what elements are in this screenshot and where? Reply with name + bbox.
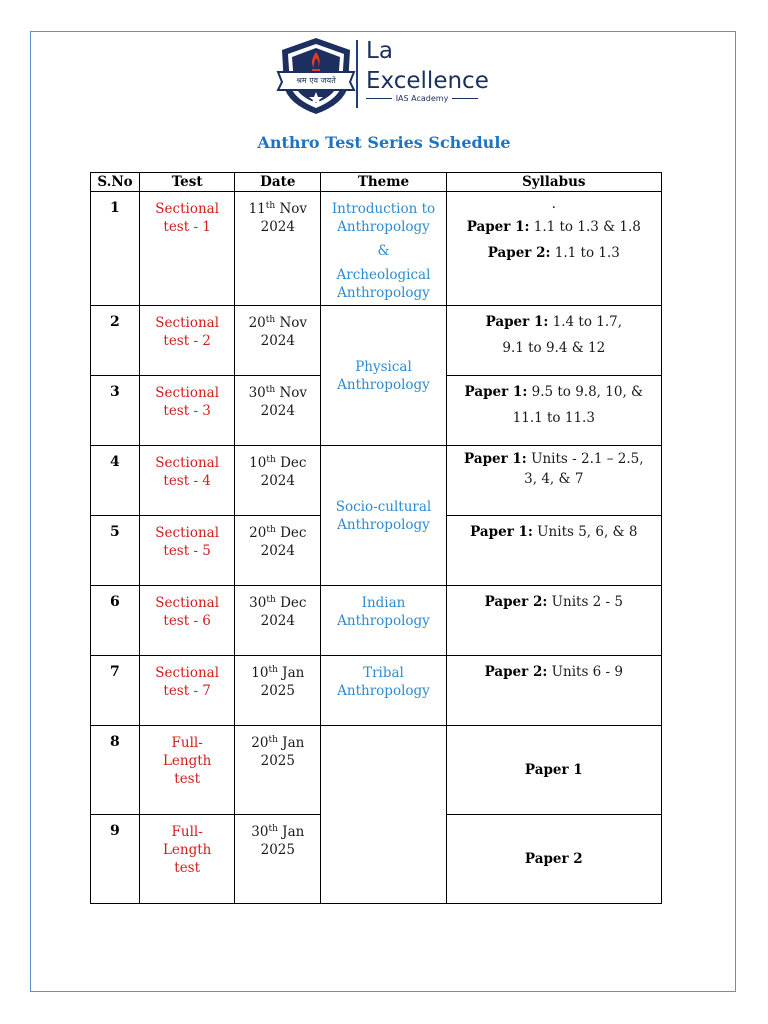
date-month: Dec xyxy=(280,595,307,611)
date-month: Dec xyxy=(280,455,307,471)
theme-cell xyxy=(321,656,446,726)
date-year: 2024 xyxy=(260,543,295,559)
date-cell xyxy=(235,586,321,656)
syllabus-cell xyxy=(446,586,661,656)
date-day: 20 xyxy=(251,735,269,751)
sno-cell: 9 xyxy=(91,815,140,904)
syllabus-line xyxy=(447,589,661,615)
theme-line: Tribal xyxy=(363,665,404,681)
theme-line: Anthropology xyxy=(337,285,430,301)
logo-brand-line2: Excellence xyxy=(366,68,489,94)
table-header-row xyxy=(91,173,662,192)
test-name-line: Sectional xyxy=(155,665,220,681)
theme-line: Archeological xyxy=(336,267,431,283)
syllabus-line xyxy=(447,379,661,405)
sno-cell: 2 xyxy=(91,306,140,376)
table-row xyxy=(91,192,662,306)
theme-line: Introduction to xyxy=(331,201,436,217)
date-suffix: th xyxy=(265,385,276,395)
syllabus-line xyxy=(447,309,661,335)
date-year: 2025 xyxy=(260,753,295,769)
header-theme: Theme xyxy=(321,173,446,192)
syllabus-cell xyxy=(446,376,661,446)
syllabus-units: 9.5 to 9.8, 10, & xyxy=(527,384,644,400)
date-month: Nov xyxy=(279,315,308,331)
header-sno: S.No xyxy=(91,173,140,192)
date-suffix: th xyxy=(265,201,276,211)
date-suffix: th xyxy=(266,455,276,465)
sno-cell: 6 xyxy=(91,586,140,656)
date-year: 2024 xyxy=(260,333,295,349)
test-cell xyxy=(140,376,235,446)
date-cell xyxy=(235,306,321,376)
test-name-line: test - 1 xyxy=(163,219,211,235)
date-year: 2024 xyxy=(260,473,295,489)
test-cell xyxy=(140,192,235,306)
test-name-line: Sectional xyxy=(155,385,220,401)
date-day: 20 xyxy=(249,525,267,541)
test-name-line: Sectional xyxy=(155,455,220,471)
test-cell xyxy=(140,586,235,656)
paper-label: Paper 1: xyxy=(470,524,533,540)
test-name-line: test - 3 xyxy=(163,403,211,419)
paper-label: Paper 1: xyxy=(466,219,530,235)
syllabus-line xyxy=(447,659,661,685)
test-name-line: test - 5 xyxy=(163,543,211,559)
date-suffix: th xyxy=(266,595,276,605)
date-day: 30 xyxy=(248,385,266,401)
test-cell xyxy=(140,516,235,586)
date-day: 10 xyxy=(249,455,267,471)
test-cell xyxy=(140,815,235,904)
theme-line: Anthropology xyxy=(337,516,430,533)
date-month: Jan xyxy=(282,735,305,751)
sno-cell: 4 xyxy=(91,446,140,516)
theme-cell-empty xyxy=(321,726,446,904)
test-name-line: Length xyxy=(162,753,212,769)
sno-cell: 8 xyxy=(91,726,140,815)
date-suffix: th xyxy=(265,315,276,325)
syllabus-line: . xyxy=(551,196,556,212)
syllabus-line xyxy=(447,519,661,545)
date-cell xyxy=(235,726,321,815)
table-row xyxy=(91,586,662,656)
paper-label: Paper 2: xyxy=(484,594,548,610)
theme-line: & xyxy=(377,243,390,259)
syllabus-cell xyxy=(446,192,661,306)
date-day: 20 xyxy=(248,315,266,331)
date-cell xyxy=(235,516,321,586)
theme-line: Anthropology xyxy=(337,376,430,393)
test-cell xyxy=(140,656,235,726)
syllabus-units: 1.4 to 1.7, xyxy=(548,314,623,330)
syllabus-line: 3, 4, & 7 xyxy=(524,471,584,487)
sno-cell: 1 xyxy=(91,192,140,306)
date-month: Nov xyxy=(279,385,308,401)
syllabus-line xyxy=(447,240,661,266)
document-title: Anthro Test Series Schedule xyxy=(257,133,511,152)
logo-tagline-row xyxy=(366,94,478,103)
test-name-line: test xyxy=(174,771,201,787)
logo-brand-line1: La xyxy=(366,38,393,64)
syllabus-cell xyxy=(446,446,661,516)
syllabus-cell xyxy=(446,516,661,586)
paper-label: Paper 1: xyxy=(464,384,528,400)
date-cell xyxy=(235,376,321,446)
test-name-line: test - 7 xyxy=(163,683,211,699)
syllabus-units: Units - 2.1 – 2.5, xyxy=(526,451,644,467)
test-name-line: Sectional xyxy=(155,525,220,541)
logo-tagline: IAS Academy xyxy=(395,94,449,103)
date-month: Dec xyxy=(280,525,307,541)
syllabus-cell xyxy=(446,656,661,726)
test-cell xyxy=(140,726,235,815)
date-cell xyxy=(235,446,321,516)
theme-line: Socio-cultural xyxy=(335,498,432,515)
syllabus-units: Units 5, 6, & 8 xyxy=(532,524,638,540)
date-year: 2024 xyxy=(260,219,295,235)
paper-label: Paper 2 xyxy=(524,851,583,867)
date-cell xyxy=(235,656,321,726)
paper-label: Paper 2: xyxy=(487,245,551,261)
theme-cell xyxy=(321,306,446,446)
schedule-table xyxy=(90,172,662,904)
test-name-line: test xyxy=(174,860,201,876)
table-row xyxy=(91,656,662,726)
test-cell xyxy=(140,446,235,516)
date-month: Jan xyxy=(282,665,305,681)
header-syllabus: Syllabus xyxy=(446,173,661,192)
syllabus-line xyxy=(447,449,661,469)
theme-cell xyxy=(321,446,446,586)
sno-cell: 7 xyxy=(91,656,140,726)
date-day: 10 xyxy=(251,665,269,681)
date-cell xyxy=(235,815,321,904)
syllabus-units: 1.1 to 1.3 xyxy=(550,245,620,261)
date-day: 11 xyxy=(248,201,266,217)
syllabus-units: Units 2 - 5 xyxy=(547,594,623,610)
paper-label: Paper 1: xyxy=(485,314,549,330)
sno-cell: 3 xyxy=(91,376,140,446)
date-year: 2025 xyxy=(260,683,295,699)
test-name-line: Full- xyxy=(171,824,203,840)
theme-line: Anthropology xyxy=(337,219,430,235)
syllabus-line: 9.1 to 9.4 & 12 xyxy=(502,340,606,356)
date-month: Nov xyxy=(279,201,308,217)
tagline-rule xyxy=(452,98,478,99)
syllabus-cell xyxy=(446,726,661,815)
table-row xyxy=(91,446,662,516)
date-suffix: th xyxy=(268,735,278,745)
date-suffix: th xyxy=(268,665,278,675)
date-year: 2024 xyxy=(260,403,295,419)
test-name-line: Sectional xyxy=(155,315,220,331)
logo-divider xyxy=(356,40,358,108)
tagline-rule xyxy=(366,98,392,99)
sno-cell: 5 xyxy=(91,516,140,586)
date-year: 2024 xyxy=(260,613,295,629)
header-test: Test xyxy=(140,173,235,192)
table-row xyxy=(91,726,662,815)
test-name-line: test - 6 xyxy=(163,613,211,629)
test-name-line: Full- xyxy=(171,735,203,751)
paper-label: Paper 1: xyxy=(464,451,527,467)
date-cell xyxy=(235,192,321,306)
la-excellence-logo xyxy=(276,36,489,116)
theme-line: Indian xyxy=(361,595,406,611)
header-date: Date xyxy=(235,173,321,192)
date-suffix: th xyxy=(268,824,278,834)
syllabus-units: 1.1 to 1.3 & 1.8 xyxy=(529,219,641,235)
theme-line: Physical xyxy=(355,358,412,375)
syllabus-line: 11.1 to 11.3 xyxy=(512,410,595,426)
date-day: 30 xyxy=(251,824,269,840)
date-suffix: th xyxy=(266,525,276,535)
test-name-line: test - 4 xyxy=(163,473,211,489)
paper-label: Paper 2: xyxy=(484,664,548,680)
date-day: 30 xyxy=(249,595,267,611)
test-name-line: Sectional xyxy=(155,595,220,611)
logo-motto: श्रम एव जयते xyxy=(296,76,336,85)
test-name-line: Length xyxy=(162,842,212,858)
theme-cell xyxy=(321,586,446,656)
test-name-line: Sectional xyxy=(155,201,220,217)
syllabus-units: Units 6 - 9 xyxy=(547,664,623,680)
syllabus-line xyxy=(447,214,661,240)
theme-line: Anthropology xyxy=(337,683,430,699)
date-year: 2025 xyxy=(260,842,295,858)
table-row xyxy=(91,306,662,376)
theme-line: Anthropology xyxy=(337,613,430,629)
syllabus-cell xyxy=(446,306,661,376)
date-month: Jan xyxy=(282,824,305,840)
theme-cell xyxy=(321,192,446,306)
test-cell xyxy=(140,306,235,376)
syllabus-cell xyxy=(446,815,661,904)
test-name-line: test - 2 xyxy=(163,333,211,349)
paper-label: Paper 1 xyxy=(524,762,583,778)
